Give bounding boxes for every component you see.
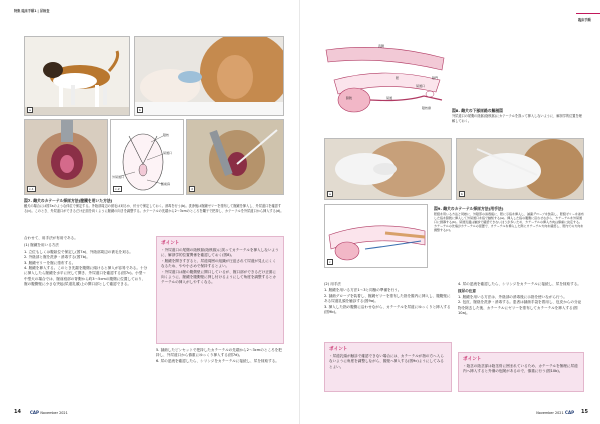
method2-step-3: 3. 挿入した指の腹側に沿わせながら、カテーテルを尿道にゆっくりと挿入する(図9b)。	[324, 304, 451, 315]
figure-7-caption	[24, 198, 284, 213]
step-5: 5. 滅菌したピンセットで把持したカテーテルの先端から2〜3cmのところを把持し、外尿道口から慎重にゆっくり挿入する(図7d)。	[156, 348, 282, 358]
right-text-column-right	[458, 282, 584, 316]
diagram-label-urethral-opening: 尿道口	[163, 151, 173, 155]
page-header: 特集 臨床手順1 | 尿検査	[14, 9, 50, 13]
diagram-c2-label: c-2	[115, 187, 120, 191]
left-text-column	[24, 236, 148, 288]
diagram-9c-label: c	[329, 260, 331, 264]
photo-d	[186, 119, 284, 195]
anat-label-urethra: 尿道	[386, 96, 393, 100]
right-page	[300, 0, 600, 424]
step-3: 3. 腟鏡ゼリーを腟に塗布する。	[24, 260, 76, 265]
section-tab-label: 臨床手順	[578, 18, 591, 22]
point-item-1: ・外尿道口の尾側の陰核窩(陰核窩)に誤ってカテーテルを挿入しないように、解剖学的位置関係を確認しておく(図8)。	[161, 248, 279, 258]
point-box-right-left	[324, 342, 452, 392]
photo-9a-label: a	[329, 192, 331, 196]
figure-8-caption	[452, 108, 582, 123]
photo-a	[24, 36, 130, 116]
intro-text: 合わせて、用手法が有用である。	[24, 236, 78, 240]
point-box-right-right-title: ポイント	[463, 357, 482, 362]
photo-a-label: a	[29, 108, 31, 112]
method2-step-2: 2. 滅菌グローブを装着し、腟鏡ゼリーを塗布した指を膣内に挿入し、腹腹壁にある尿道乳頭を触診する(図9a)。	[324, 293, 451, 304]
point-box-left-page	[156, 236, 284, 344]
brand-logo-right: CAP	[565, 410, 574, 415]
point-item-3: ・外尿道口は腟の腹側壁に開口しているが、腟口部ができるだけ正面に向くように、腟鏡を腹側壁に押し付けるようにして角度を調整するとカテーテルの挿入がしやすくなる。	[161, 269, 276, 285]
photo-9b-label: b	[461, 192, 463, 196]
finger-guide-diagram	[325, 205, 428, 268]
anat-label-urethral-opening: 尿道口	[416, 84, 426, 88]
gloved-hand-illustration	[325, 139, 452, 200]
cleaning-photo-illustration	[135, 37, 284, 116]
photo-9a	[324, 138, 452, 200]
urethra-opening-diagram	[111, 120, 184, 195]
page-number-right: 15	[581, 409, 588, 415]
figure-9-title: 図9. 雌犬のカテーテル採尿方法(用手法)	[434, 206, 504, 211]
step-1: 1. 立位もしくは腹臥位で保定し(図7a)、外陰部周辺の被毛を刈る。	[24, 249, 133, 254]
step-6: 6. 尿の逆流を確認したら、シリンジをカテーテルに接続し、尿を採取する。	[156, 358, 279, 363]
sub-heading: 採尿の注意	[458, 289, 476, 294]
speculum-view-illustration	[25, 120, 108, 195]
method-heading: (1) 腟鏡を用いる方法	[24, 243, 59, 248]
step-4: 4. 腟鏡を挿入する。このとき先端を腹側に傾けると挿入が容易である。十分に挿入したら腟鏡を水平に戻して開き、外尿道口を確認する(図7c)。小型〜中型犬の場合では、腟前庭部の背側から約3〜5cmの腹側に位置しており、腟の腹側壁に小さな突起(尿道乳頭)上の開口部として確認できる。	[24, 266, 148, 287]
left-steps-continued	[156, 348, 284, 364]
point-box-right-left-item: ・尿道乳頭が触診で確認できない場合には、カテーテルが指の方へ入らないように角度を調整しながら、膣壁へ挿入する(図9c)ようにしてみるとよい。	[329, 354, 444, 369]
photo-d-label: d	[191, 187, 193, 191]
diagram-label-vestibule: 膣前庭	[161, 182, 171, 186]
method2-step-1: 1. 腟鏡を用いる方法1〜3と同様の準備を行う。	[324, 288, 402, 293]
method2-step-4: 4. 尿の逆流を確認したら、シリンジをカテーテルに接続し、尿を採取する。	[458, 282, 581, 286]
anat-label-bladder: 膀胱	[346, 96, 353, 100]
diagram-c2	[110, 119, 184, 195]
brand-right	[536, 410, 574, 415]
photo-c1	[24, 119, 108, 195]
catheter-insertion-illustration	[187, 120, 284, 195]
brand-left	[30, 410, 68, 415]
method2-heading: (2) 用手法	[324, 282, 342, 286]
point-box-right-right	[458, 352, 584, 392]
photo-b-label: b	[139, 108, 141, 112]
figure-9-body: 腟鏡を用いる方法と同様に、外陰部の消毒後に、腟に示指を挿入し、滅菌グローブを装着し、腟鏡ゼリーを塗布した指を膀胱に挿入して外尿道口を指で触知する(a)。挿入した指の腹側に沿わせながら、カテーテルを外尿道口に誘導する(b)。尿道乳頭は触診で確認できないほうが多いため、カテーテルの挿入方向は慎重に決定する。カテーテルの先端がカテーテルの留置で、カテーテルを挿入した際にカテーテル方向を確認し、腟内での方向を調整する(c)。	[434, 212, 584, 233]
photo-b	[134, 36, 284, 116]
brand-logo-left: CAP	[30, 410, 39, 415]
diagram-9c	[324, 204, 428, 268]
notes-2: 2. 包皮、腟陰を洗浄・消毒する。患者は滅菌手袋を着用し、包皮からの分泌物を除去した後、カテーテルにゼリーを塗布してカテーテルを挿入する(図10a)。	[458, 300, 582, 316]
step-2: 2. 外陰部と腟を洗浄・消毒する(図7b)。	[24, 255, 90, 260]
section-tab	[576, 6, 600, 22]
diagram-label-clitoris: 陰核	[163, 133, 170, 137]
point-box-title: ポイント	[161, 241, 180, 246]
photo-9b	[456, 138, 584, 200]
page-number-left: 14	[14, 409, 21, 415]
figure-9-caption	[434, 206, 584, 232]
notes-1: 1. 腟鏡を用いる方法は、外陰部の消毒後に示指を使いながら行う。	[458, 294, 567, 299]
beagle-standing-illustration	[25, 37, 130, 116]
point-box-right-right-item: ・陰茎の陰茎部は陰茎骨に囲まれているため、カテーテルを無理に尿道内へ挿入すると外傷の危険があるので、慎重に行う(図10b)。	[463, 364, 578, 374]
point-item-2: ・腟鏡を開きすぎると、尿道周囲の組織が圧迫されて尿道が見えにくくなるため、やや小さめで保持するとよい。	[161, 258, 276, 269]
figure-7-body: 雌犬の場合には図7aのような体位で保定する。外陰部周辺の被毛は刈るか、伏せで保定しておく。消毒を行う(b)。洗浄後は腟鏡ゼリーを塗布して腟鏡を挿入し、外尿道口を確認する(c)。このとき、外尿道口ができるだけ正面を向くように腟鏡の向きを調整する。カテーテルの先端から2〜3cmのところを鑷子で把持し、カテーテルを外尿道口から挿入する(d)。	[24, 204, 284, 213]
catheter-guided-illustration	[457, 139, 584, 200]
anat-label-rectum: 直腸	[378, 44, 385, 48]
diagram-label-external-urethral-opening: 外尿道口	[112, 175, 125, 179]
anat-label-clitoral-fossa: 陰核窩	[422, 106, 432, 110]
issue-right: November 2021	[536, 411, 564, 415]
figure-8-body: 外尿道口の尾側の陰窩(陰核窩)にカテーテルを誤って挿入しないように、解剖学的位置を理解しておく。	[452, 114, 582, 123]
figure-8-title: 図8. 雌犬の下部尿路の解剖図	[452, 108, 503, 113]
anat-label-vulva: 陰門	[432, 76, 439, 80]
photo-c1-label: c-1	[29, 187, 34, 191]
right-text-column-left	[324, 282, 452, 315]
lower-urinary-tract-diagram	[324, 40, 448, 124]
anat-label-vagina: 腟	[396, 76, 400, 80]
anatomy-diagram	[324, 40, 448, 124]
point-box-right-left-title: ポイント	[329, 347, 348, 352]
issue-left: November 2021	[40, 411, 68, 415]
figure-7-title: 図7. 雌犬のカテーテル採尿方法(膣鏡を用いた方法)	[24, 198, 113, 203]
